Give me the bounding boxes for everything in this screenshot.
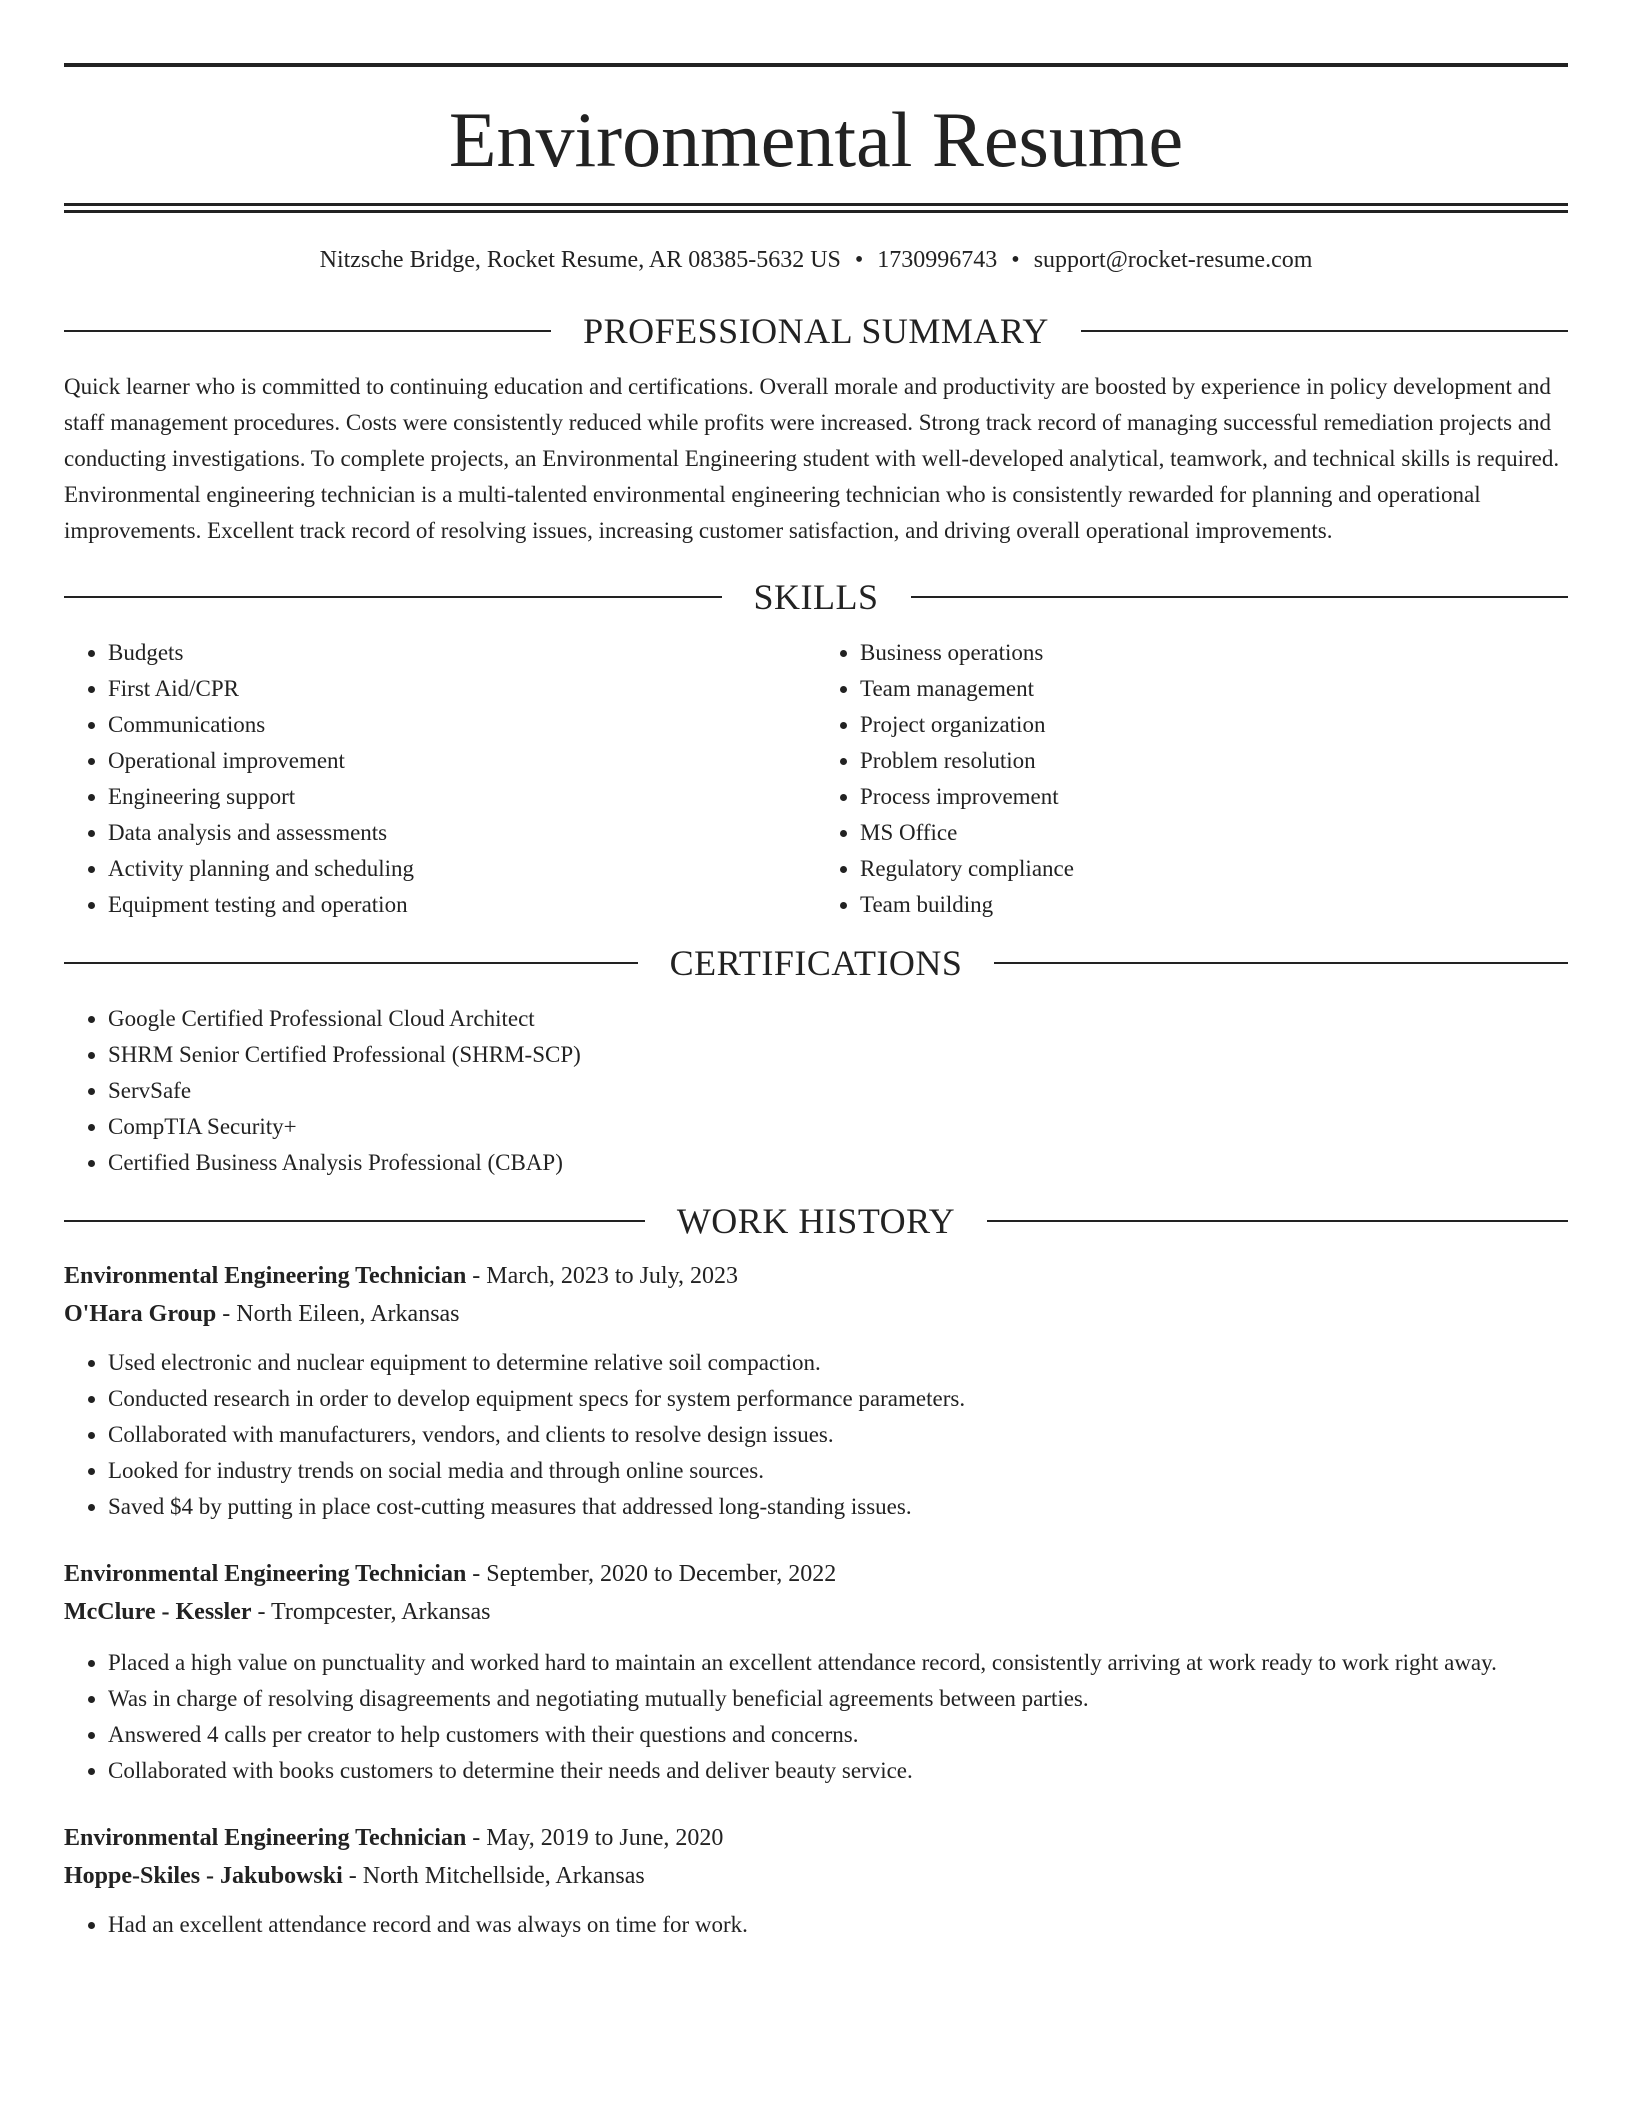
summary-heading [64, 310, 1568, 351]
certification-item: • ServSafe [108, 1073, 1568, 1109]
job-company: Hoppe-Skiles - Jakubowski [64, 1862, 343, 1889]
skill-item: • Data analysis and assessments [108, 815, 816, 851]
heading-rule-left [64, 962, 638, 964]
job-title: Environmental Engineering Technician [64, 1262, 467, 1289]
contact-separator: • [1011, 247, 1020, 273]
skill-item: • Process improvement [860, 779, 1568, 815]
resume-content [64, 0, 1568, 1943]
top-rule [64, 63, 1568, 67]
work-history-heading [64, 1200, 1568, 1241]
heading-rule-right [1081, 330, 1568, 332]
skill-item: • Budgets [108, 635, 816, 671]
job-entry [64, 1555, 1568, 1789]
skill-item: • Team building [860, 887, 1568, 923]
skill-item: • Regulatory compliance [860, 851, 1568, 887]
job-duty: • Answered 4 calls per creator to help customers with their questions and concerns. [108, 1717, 1568, 1753]
certifications-heading [64, 942, 1568, 983]
contact-separator: • [854, 247, 864, 273]
job-title-line [64, 1257, 1568, 1295]
job-duty: • Collaborated with books customers to determine their needs and deliver beauty service. [108, 1753, 1568, 1789]
job-entry [64, 1819, 1568, 1943]
heading-rule-left [64, 596, 722, 598]
job-duty: • Placed a high value on punctuality and worked hard to maintain an excellent attendance record, consistently arriving at work ready to work right away. [108, 1645, 1568, 1681]
page-title: Environmental Resume [448, 96, 1184, 183]
heading-rule-right [911, 596, 1569, 598]
heading-rule-right [994, 962, 1568, 964]
heading-rule-left [64, 330, 551, 332]
job-title-line [64, 1555, 1568, 1593]
job-title-line [64, 1819, 1568, 1857]
certifications-heading-label: CERTIFICATIONS [669, 942, 963, 983]
job-duties [64, 1645, 1568, 1789]
job-duty: • Saved $4 by putting in place cost-cutting measures that addressed long-standing issues. [108, 1489, 1568, 1525]
certifications-list [64, 1001, 1568, 1181]
skills-heading-label: SKILLS [753, 576, 879, 617]
job-title: Environmental Engineering Technician [64, 1560, 467, 1587]
work-history-heading-label: WORK HISTORY [676, 1200, 956, 1241]
contact-phone: 1730996743 [877, 247, 998, 273]
job-location: - North Mitchellside, Arkansas [342, 1862, 645, 1889]
certification-item: • Certified Business Analysis Professional (CBAP) [108, 1145, 1568, 1181]
contact-line [64, 246, 1568, 275]
skill-item: • Activity planning and scheduling [108, 851, 816, 887]
job-duty: • Used electronic and nuclear equipment to determine relative soil compaction. [108, 1345, 1568, 1381]
skill-item: • MS Office [860, 815, 1568, 851]
contact-address: Nitzsche Bridge, Rocket Resume, AR 08385-5632 US [319, 247, 841, 273]
heading-rule-left [64, 1220, 645, 1222]
certification-item: • SHRM Senior Certified Professional (SHRM-SCP) [108, 1037, 1568, 1073]
job-company: O'Hara Group [64, 1300, 217, 1327]
skill-item: • Engineering support [108, 779, 816, 815]
job-duty: • Conducted research in order to develop equipment specs for system performance parameters. [108, 1381, 1568, 1417]
job-dates: - May, 2019 to June, 2020 [466, 1824, 724, 1851]
skill-item: • Problem resolution [860, 743, 1568, 779]
job-company: McClure - Kessler [64, 1598, 252, 1625]
job-entry [64, 1257, 1568, 1525]
job-duty: • Had an excellent attendance record and was always on time for work. [108, 1907, 1568, 1943]
certification-item: • Google Certified Professional Cloud Architect [108, 1001, 1568, 1037]
job-duty: • Was in charge of resolving disagreements and negotiating mutually beneficial agreements between parties. [108, 1681, 1568, 1717]
job-dates: - September, 2020 to December, 2022 [466, 1560, 837, 1587]
job-location: - North Eileen, Arkansas [216, 1300, 460, 1327]
job-duty: • Collaborated with manufacturers, vendors, and clients to resolve design issues. [108, 1417, 1568, 1453]
skill-item: • Team management [860, 671, 1568, 707]
job-company-line [64, 1295, 1568, 1333]
certification-item: • CompTIA Security+ [108, 1109, 1568, 1145]
summary-heading-label: PROFESSIONAL SUMMARY [583, 310, 1049, 351]
job-company-line [64, 1593, 1568, 1631]
job-company-line [64, 1857, 1568, 1895]
job-title: Environmental Engineering Technician [64, 1824, 467, 1851]
heading-rule-right [987, 1220, 1568, 1222]
skill-item: • First Aid/CPR [108, 671, 816, 707]
summary-text: Quick learner who is committed to continuing education and certifications. Overall morale and productivity are boosted by experience in policy development and staff management procedures. Costs were consistently reduced while profits were increased. Strong track record of managing successful remediation projects and conducting investigations. To complete projects, an Environmental Engineering student with well-developed analytical, teamwork, and technical skills is required. Environmental engineering technician is a multi-talented environmental engineering technician who is consistently rewarded for planning and operational improvements. Excellent track record of resolving issues, increasing customer satisfaction, and driving overall operational improvements. [64, 373, 1560, 543]
skill-item: • Equipment testing and operation [108, 887, 816, 923]
skill-item: • Operational improvement [108, 743, 816, 779]
job-duty: • Looked for industry trends on social media and through online sources. [108, 1453, 1568, 1489]
skill-item: • Communications [108, 707, 816, 743]
skills-column-left [64, 635, 816, 923]
skills-list [64, 635, 1568, 923]
skills-heading [64, 576, 1568, 617]
job-duties [64, 1345, 1568, 1525]
contact-email: support@rocket-resume.com [1033, 247, 1313, 273]
title-double-rule [64, 203, 1568, 213]
job-location: - Trompcester, Arkansas [251, 1598, 491, 1625]
skill-item: • Business operations [860, 635, 1568, 671]
job-duties [64, 1907, 1568, 1943]
job-dates: - March, 2023 to July, 2023 [466, 1262, 739, 1289]
skills-column-right [816, 635, 1568, 923]
skill-item: • Project organization [860, 707, 1568, 743]
